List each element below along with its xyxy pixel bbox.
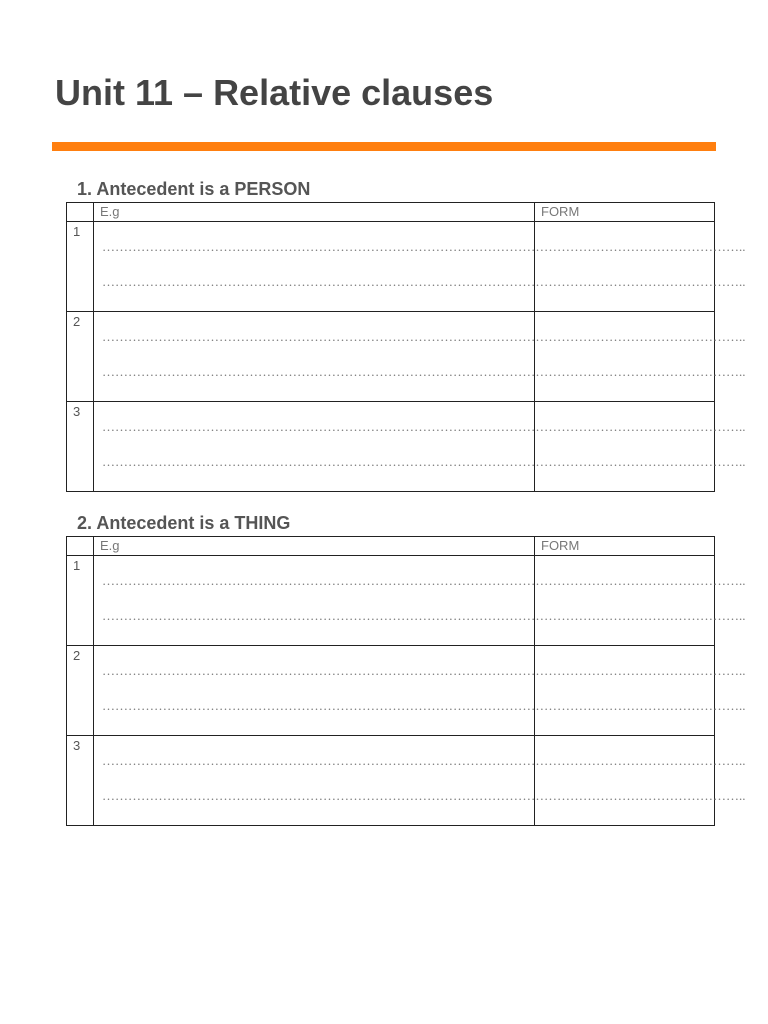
number-column-header <box>67 537 94 556</box>
row-number: 3 <box>73 404 81 419</box>
row-number-cell <box>67 312 94 402</box>
row-number: 1 <box>73 558 81 573</box>
answer-line-2: ………………………………………………………………………………………………………………………………….. <box>102 274 746 289</box>
answer-line-1: ………………………………………………………………………………………………………………………………….. <box>102 573 746 588</box>
form-answer-cell[interactable] <box>535 556 715 646</box>
answer-line-2: ………………………………………………………………………………………………………………………………….. <box>102 454 746 469</box>
table-header-row <box>67 203 715 222</box>
answer-line-1: ………………………………………………………………………………………………………………………………….. <box>102 239 746 254</box>
answer-line-1: ………………………………………………………………………………………………………………………………….. <box>102 419 746 434</box>
form-answer-cell[interactable] <box>535 222 715 312</box>
answer-line-2: ………………………………………………………………………………………………………………………………….. <box>102 788 746 803</box>
table-header-row <box>67 537 715 556</box>
row-number: 1 <box>73 224 81 239</box>
answer-line-1: ………………………………………………………………………………………………………………………………….. <box>102 753 746 768</box>
section-heading-person: 1. Antecedent is a PERSON <box>77 179 311 199</box>
thing-exercise-table <box>66 536 746 826</box>
example-answer-cell[interactable] <box>94 646 746 736</box>
example-answer-cell[interactable] <box>94 222 746 312</box>
section-heading-thing: 2. Antecedent is a THING <box>77 513 291 533</box>
example-column-header: E.g <box>94 203 535 222</box>
example-answer-cell[interactable] <box>94 312 746 402</box>
example-answer-cell[interactable] <box>94 736 746 826</box>
row-number: 3 <box>73 738 81 753</box>
table-row <box>67 556 715 646</box>
answer-line-1: ………………………………………………………………………………………………………………………………….. <box>102 329 746 344</box>
row-number: 2 <box>73 648 81 663</box>
row-number-cell <box>67 646 94 736</box>
form-column-header: FORM <box>535 203 715 222</box>
person-exercise-table <box>66 202 746 492</box>
answer-line-2: ………………………………………………………………………………………………………………………………….. <box>102 698 746 713</box>
page-title: Unit 11 – Relative clauses <box>55 72 494 113</box>
answer-line-1: ………………………………………………………………………………………………………………………………….. <box>102 663 746 678</box>
number-column-header <box>67 203 94 222</box>
table-row <box>67 222 715 312</box>
title-underline-rule <box>52 142 716 151</box>
form-answer-cell[interactable] <box>535 312 715 402</box>
form-answer-cell[interactable] <box>535 646 715 736</box>
example-column-header: E.g <box>94 537 535 556</box>
row-number-cell <box>67 402 94 492</box>
row-number-cell <box>67 556 94 646</box>
example-answer-cell[interactable] <box>94 402 746 492</box>
answer-line-2: ………………………………………………………………………………………………………………………………….. <box>102 608 746 623</box>
table-row <box>67 646 715 736</box>
form-answer-cell[interactable] <box>535 402 715 492</box>
example-answer-cell[interactable] <box>94 556 746 646</box>
form-answer-cell[interactable] <box>535 736 715 826</box>
row-number: 2 <box>73 314 81 329</box>
row-number-cell <box>67 222 94 312</box>
table-row <box>67 402 715 492</box>
table-row <box>67 312 715 402</box>
table-row <box>67 736 715 826</box>
answer-line-2: ………………………………………………………………………………………………………………………………….. <box>102 364 746 379</box>
form-column-header: FORM <box>535 537 715 556</box>
row-number-cell <box>67 736 94 826</box>
